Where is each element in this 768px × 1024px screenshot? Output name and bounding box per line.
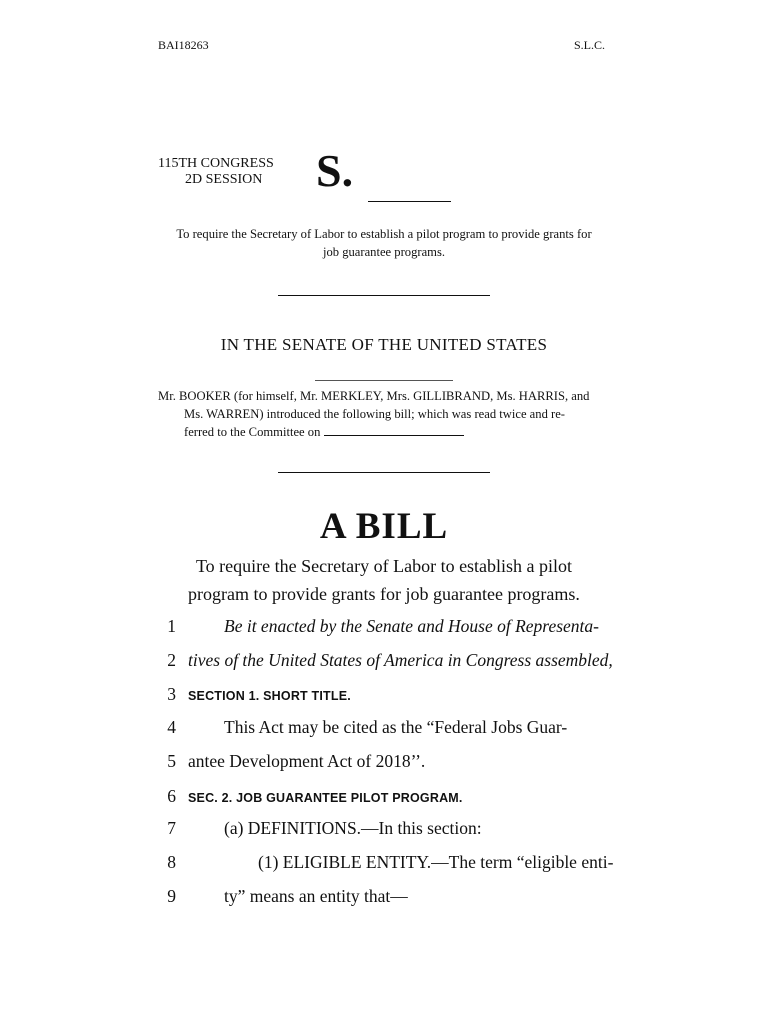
introduction-paragraph [158, 387, 612, 441]
bill-line [0, 818, 768, 852]
bill-line [0, 886, 768, 920]
line-number: 6 [167, 786, 176, 806]
bill-line [0, 786, 768, 820]
enacting-clause: tives of the United States of America in Congress assembled, [188, 650, 613, 670]
session-line: 2D SESSION [185, 172, 263, 187]
short-description: To require the Secretary of Labor to establish a pilot program to provide grants for job guarantee programs. [176, 227, 592, 259]
committee-blank [324, 424, 464, 436]
congress-line: 115TH CONGRESS [158, 156, 274, 171]
section-heading: SECTION 1. SHORT TITLE. [188, 689, 351, 703]
body-text: This Act may be cited as the “Federal Jobs Guar- [224, 717, 568, 737]
bill-line [0, 717, 768, 751]
line-number: 3 [167, 684, 176, 704]
body-text: antee Development Act of 2018’’. [188, 751, 426, 771]
bill-line [0, 684, 768, 718]
introduction-line-1: Mr. BOOKER (for himself, Mr. MERKLEY, Mrs. GILLIBRAND, Ms. HARRIS, and [158, 389, 590, 403]
long-title: To require the Secretary of Labor to establish a pilot program to provide grants for job guarantee programs. [188, 556, 580, 604]
bill-prefix: S. [316, 145, 354, 196]
bill-number-blank [368, 201, 451, 202]
line-number: 8 [167, 852, 176, 872]
thin-divider [315, 380, 453, 381]
divider-rule [278, 472, 490, 473]
bill-line [0, 751, 768, 785]
section-heading: SEC. 2. JOB GUARANTEE PILOT PROGRAM. [188, 791, 463, 805]
bill-line [0, 650, 768, 684]
line-number: 4 [167, 717, 176, 737]
bill-line [0, 616, 768, 650]
introduction-line-2: Ms. WARREN) introduced the following bill; which was read twice and re- [184, 407, 565, 421]
subsection-text: (a) DEFINITIONS.—In this section: [224, 818, 482, 838]
bill-heading: A BILL [319, 506, 449, 547]
paragraph-text: (1) ELIGIBLE ENTITY.—The term “eligible enti- [258, 852, 614, 872]
divider-rule [278, 295, 490, 296]
bill-line [0, 852, 768, 886]
introduction-line-3: ferred to the Committee on [158, 423, 612, 441]
enacting-clause: Be it enacted by the Senate and House of Representa- [224, 616, 599, 636]
line-number: 2 [167, 650, 176, 670]
senate-heading: IN THE SENATE OF THE UNITED STATES [220, 335, 548, 354]
paragraph-text: ty” means an entity that— [224, 886, 408, 906]
document-id: BAI18263 [158, 38, 209, 52]
line-number: 5 [167, 751, 176, 771]
line-number: 1 [167, 616, 176, 636]
line-number: 9 [167, 886, 176, 906]
line-number: 7 [167, 818, 176, 838]
office-code: S.L.C. [574, 38, 606, 52]
